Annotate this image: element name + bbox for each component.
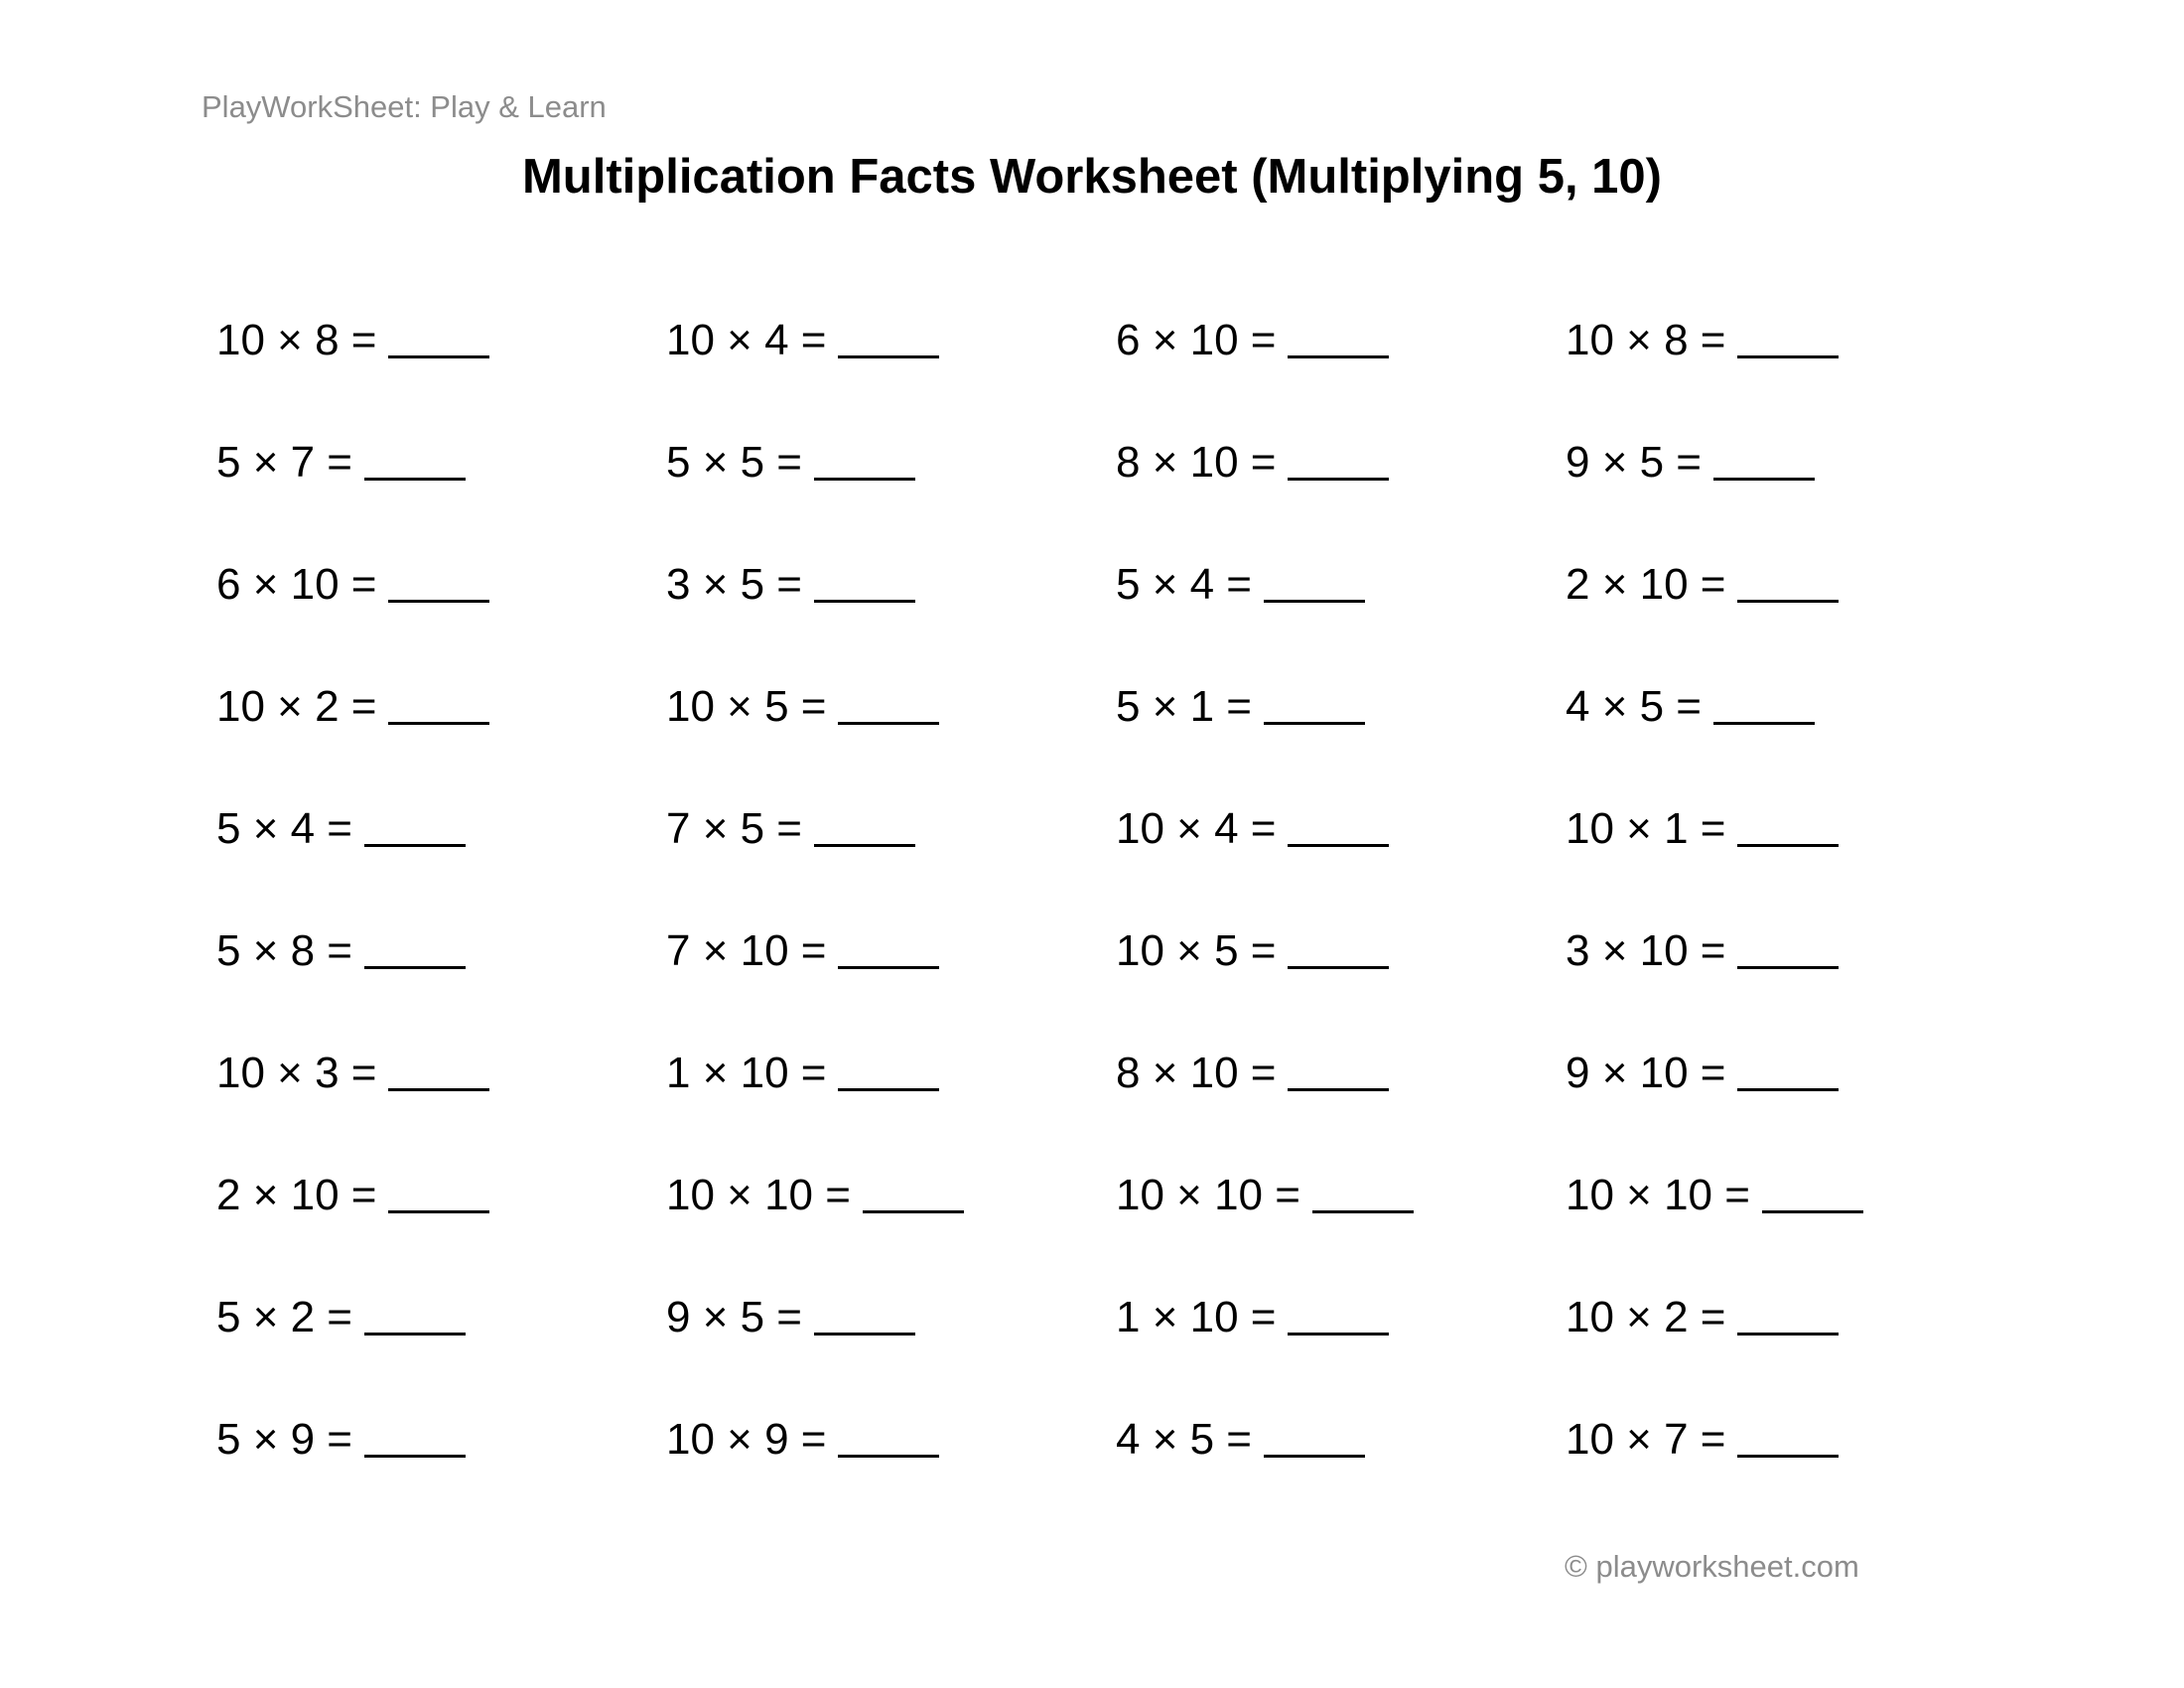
problem-item [216, 435, 666, 557]
problem-text: 1 × 10 = [1116, 1293, 1277, 1341]
problem-item [1116, 1168, 1566, 1290]
problem-text: 10 × 1 = [1566, 804, 1726, 853]
answer-blank [1264, 600, 1365, 603]
copyright-label: © playworksheet.com [1565, 1549, 1859, 1584]
answer-blank [1713, 478, 1815, 481]
problem-text: 10 × 4 = [1116, 804, 1277, 853]
answer-blank [1264, 1455, 1365, 1458]
problem-item [1116, 1290, 1566, 1412]
problem-text: 5 × 4 = [216, 804, 353, 853]
problem-item [666, 557, 1116, 679]
problem-text: 5 × 4 = [1116, 560, 1253, 609]
problem-text: 8 × 10 = [1116, 438, 1277, 487]
problem-item [216, 923, 666, 1046]
problem-item [1566, 1412, 2015, 1534]
problem-item [1566, 435, 2015, 557]
problem-item [216, 1046, 666, 1168]
problem-text: 9 × 5 = [1566, 438, 1703, 487]
answer-blank [1737, 600, 1839, 603]
problem-item [1566, 801, 2015, 923]
problem-item [1116, 923, 1566, 1046]
answer-blank [1288, 844, 1389, 847]
problem-text: 10 × 7 = [1566, 1415, 1726, 1464]
answer-blank [364, 478, 466, 481]
problem-text: 9 × 5 = [666, 1293, 803, 1341]
problem-text: 10 × 9 = [666, 1415, 827, 1464]
problem-text: 1 × 10 = [666, 1049, 827, 1097]
answer-blank [388, 1210, 489, 1213]
answer-blank [364, 1455, 466, 1458]
answer-blank [1737, 844, 1839, 847]
problem-item [666, 1290, 1116, 1412]
answer-blank [814, 600, 915, 603]
answer-blank [364, 1333, 466, 1336]
answer-blank [1737, 966, 1839, 969]
answer-blank [388, 722, 489, 725]
problem-item [1566, 313, 2015, 435]
answer-blank [388, 355, 489, 358]
answer-blank [1288, 1333, 1389, 1336]
problem-item [1566, 679, 2015, 801]
problem-item [216, 313, 666, 435]
problem-item [666, 1046, 1116, 1168]
problem-text: 4 × 5 = [1116, 1415, 1253, 1464]
answer-blank [364, 844, 466, 847]
answer-blank [1762, 1210, 1863, 1213]
problem-text: 5 × 5 = [666, 438, 803, 487]
answer-blank [1288, 355, 1389, 358]
answer-blank [364, 966, 466, 969]
problem-item [1116, 435, 1566, 557]
problem-text: 2 × 10 = [216, 1171, 377, 1219]
answer-blank [838, 1088, 939, 1091]
problem-text: 10 × 5 = [1116, 926, 1277, 975]
answer-blank [388, 600, 489, 603]
problem-text: 10 × 10 = [666, 1171, 851, 1219]
problem-text: 9 × 10 = [1566, 1049, 1726, 1097]
problem-text: 10 × 8 = [1566, 316, 1726, 364]
problem-text: 3 × 5 = [666, 560, 803, 609]
problem-text: 10 × 10 = [1566, 1171, 1750, 1219]
problem-item [1566, 557, 2015, 679]
problem-item [1116, 313, 1566, 435]
answer-blank [1737, 1455, 1839, 1458]
problem-item [216, 1290, 666, 1412]
problem-text: 6 × 10 = [1116, 316, 1277, 364]
problem-item [1566, 1168, 2015, 1290]
answer-blank [814, 844, 915, 847]
answer-blank [838, 966, 939, 969]
answer-blank [814, 1333, 915, 1336]
answer-blank [838, 1455, 939, 1458]
answer-blank [1737, 1088, 1839, 1091]
problem-item [1116, 1046, 1566, 1168]
answer-blank [1288, 478, 1389, 481]
problem-item [1116, 1412, 1566, 1534]
answer-blank [1288, 1088, 1389, 1091]
problem-text: 10 × 2 = [1566, 1293, 1726, 1341]
problem-text: 8 × 10 = [1116, 1049, 1277, 1097]
problem-item [1116, 557, 1566, 679]
problem-item [666, 435, 1116, 557]
problem-item [666, 1412, 1116, 1534]
problem-item [216, 1412, 666, 1534]
problem-item [666, 1168, 1116, 1290]
problem-text: 10 × 8 = [216, 316, 377, 364]
answer-blank [1312, 1210, 1414, 1213]
problem-text: 10 × 4 = [666, 316, 827, 364]
problem-item [1566, 923, 2015, 1046]
problem-text: 2 × 10 = [1566, 560, 1726, 609]
answer-blank [863, 1210, 964, 1213]
problem-text: 10 × 10 = [1116, 1171, 1300, 1219]
problem-item [216, 557, 666, 679]
brand-label: PlayWorkSheet: Play & Learn [202, 89, 607, 124]
problem-text: 3 × 10 = [1566, 926, 1726, 975]
problem-text: 7 × 5 = [666, 804, 803, 853]
problem-text: 5 × 7 = [216, 438, 353, 487]
problem-text: 10 × 3 = [216, 1049, 377, 1097]
problem-item [1566, 1290, 2015, 1412]
answer-blank [1264, 722, 1365, 725]
problem-item [216, 679, 666, 801]
problem-item [666, 313, 1116, 435]
answer-blank [1737, 355, 1839, 358]
answer-blank [388, 1088, 489, 1091]
page-title: Multiplication Facts Worksheet (Multiplying 5, 10) [521, 150, 1662, 204]
problem-item [1566, 1046, 2015, 1168]
problem-item [1116, 801, 1566, 923]
problem-grid [216, 313, 2015, 1534]
problem-text: 5 × 9 = [216, 1415, 353, 1464]
answer-blank [838, 722, 939, 725]
problem-item [1116, 679, 1566, 801]
problem-text: 10 × 2 = [216, 682, 377, 731]
answer-blank [1288, 966, 1389, 969]
problem-text: 6 × 10 = [216, 560, 377, 609]
problem-text: 5 × 2 = [216, 1293, 353, 1341]
problem-item [666, 801, 1116, 923]
problem-text: 5 × 1 = [1116, 682, 1253, 731]
answer-blank [1713, 722, 1815, 725]
problem-text: 5 × 8 = [216, 926, 353, 975]
problem-item [666, 679, 1116, 801]
problem-item [216, 1168, 666, 1290]
answer-blank [814, 478, 915, 481]
problem-text: 4 × 5 = [1566, 682, 1703, 731]
problem-text: 10 × 5 = [666, 682, 827, 731]
problem-item [216, 801, 666, 923]
answer-blank [838, 355, 939, 358]
answer-blank [1737, 1333, 1839, 1336]
problem-text: 7 × 10 = [666, 926, 827, 975]
problem-item [666, 923, 1116, 1046]
